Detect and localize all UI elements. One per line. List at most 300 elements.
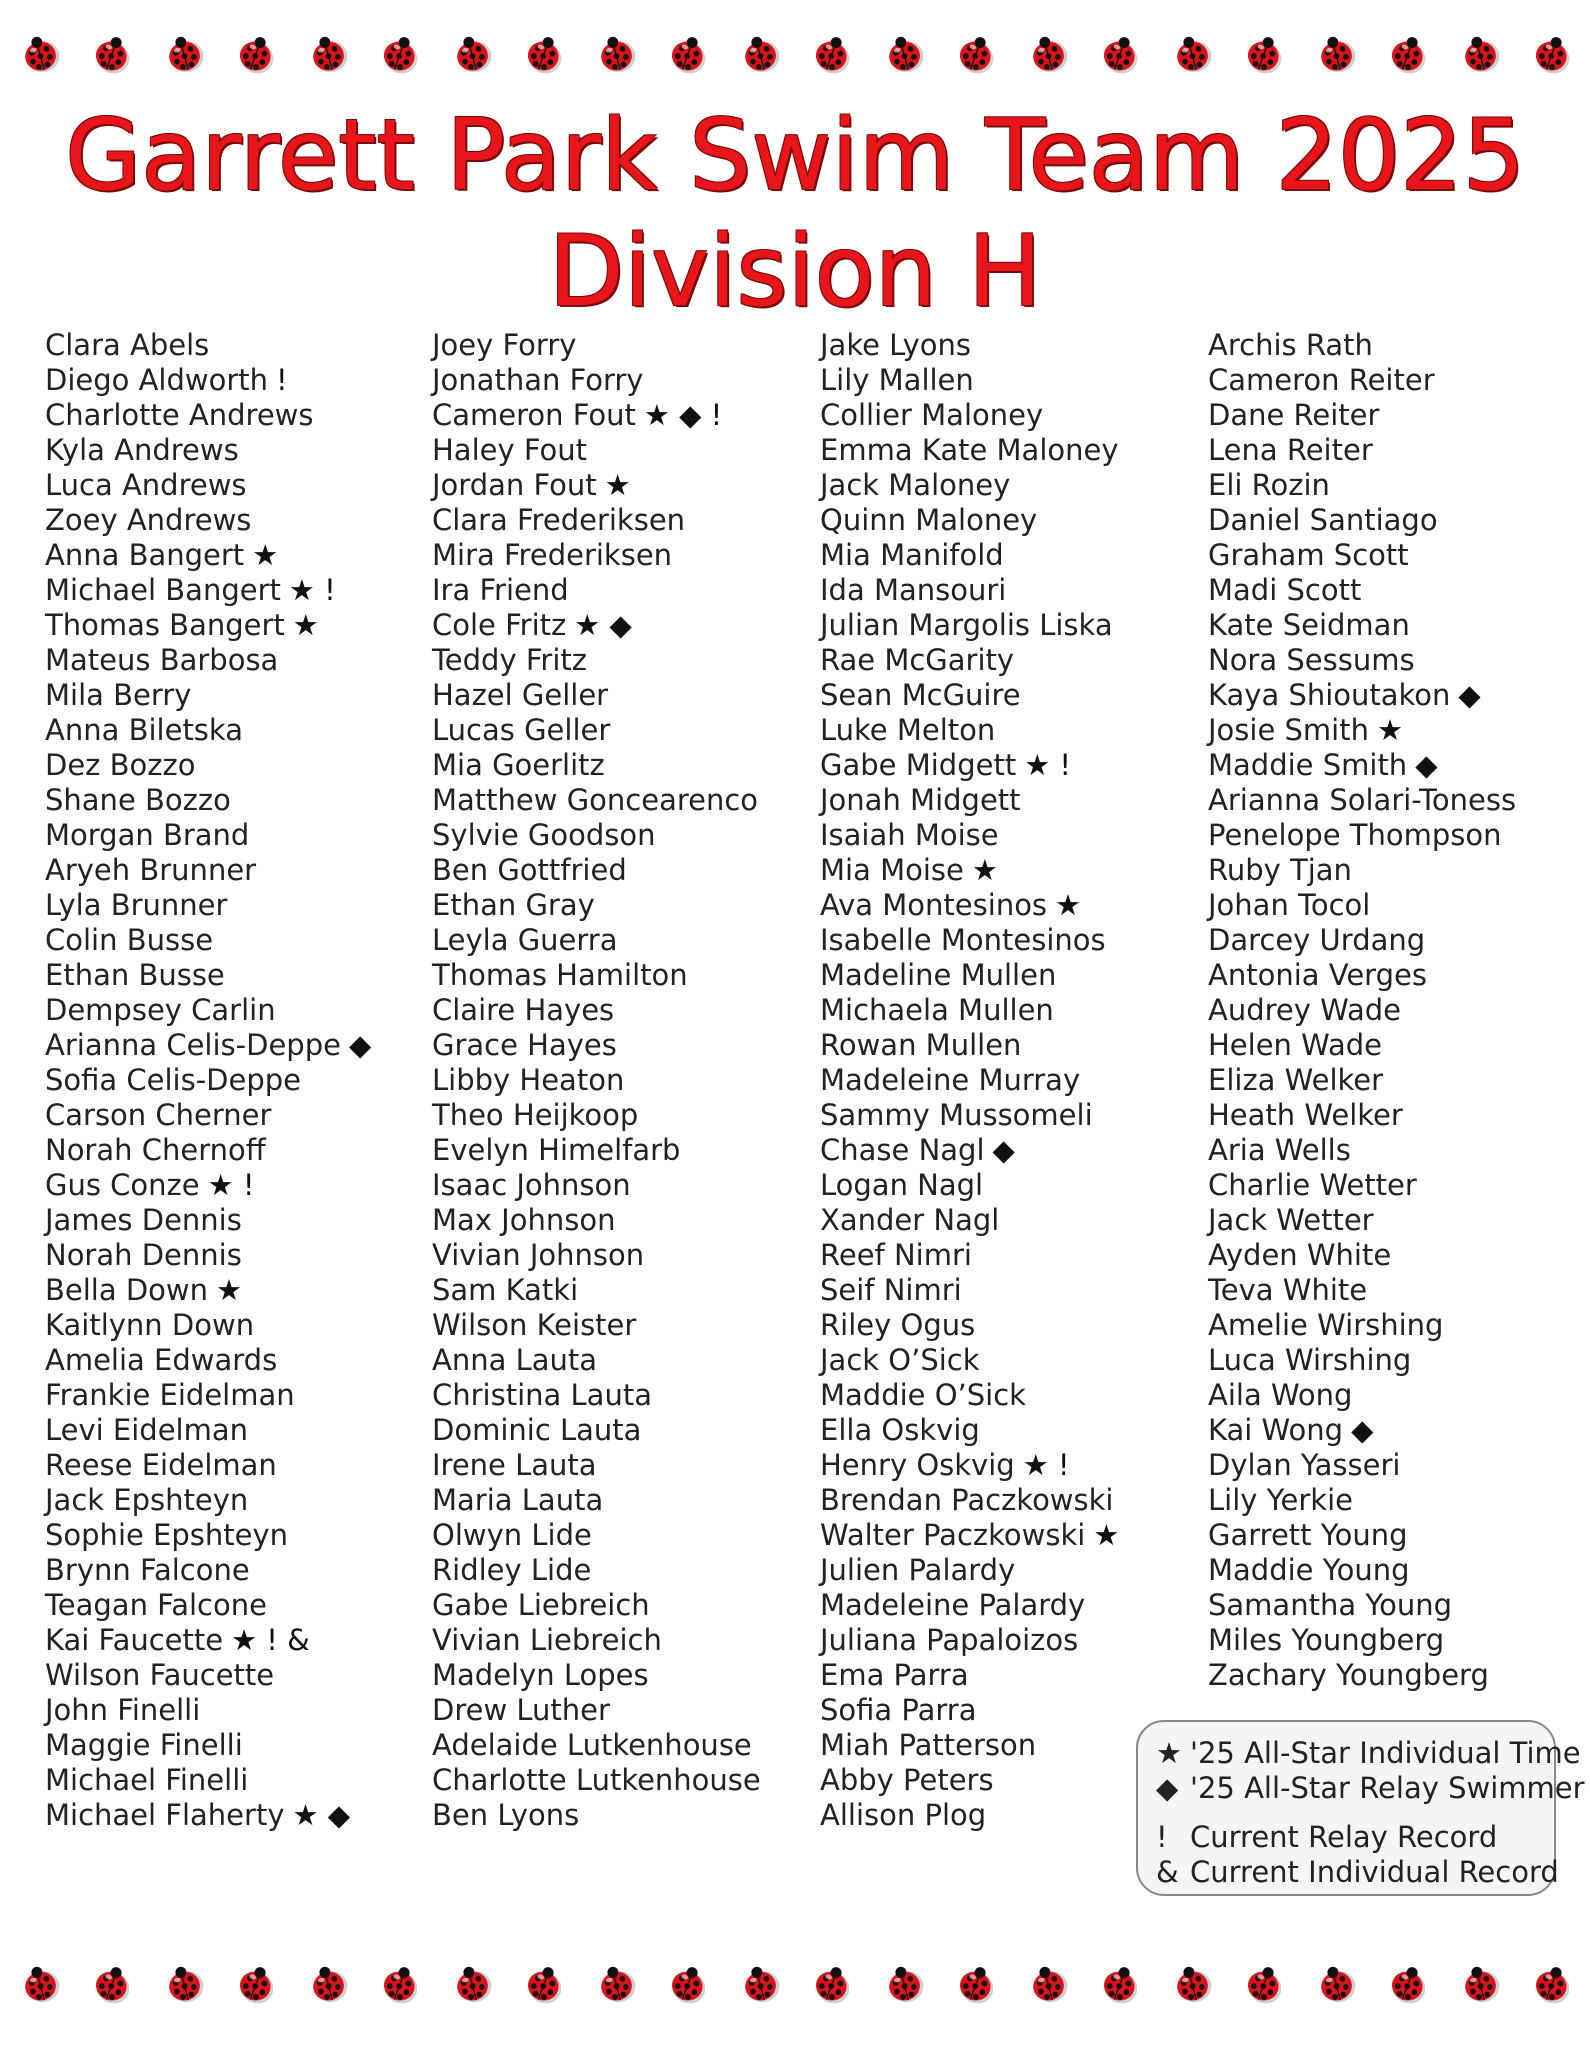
swimmer-name-text: Luca Wirshing bbox=[1208, 1343, 1412, 1377]
swimmer-name-text: Isaiah Moise bbox=[820, 818, 999, 852]
swimmer-marks: ★ ! bbox=[1022, 1448, 1070, 1482]
swimmer-name-text: Grace Hayes bbox=[432, 1028, 617, 1062]
swimmer-name bbox=[820, 573, 1200, 608]
swimmer-name bbox=[820, 643, 1200, 678]
swimmer-name-text: Teva White bbox=[1208, 1273, 1368, 1307]
swimmer-name-text: Ethan Busse bbox=[45, 958, 225, 992]
ladybug-icon bbox=[594, 32, 638, 76]
swimmer-name-text: Nora Sessums bbox=[1208, 643, 1415, 677]
swimmer-name-text: Charlotte Lutkenhouse bbox=[432, 1763, 761, 1797]
swimmer-name-text: Kyla Andrews bbox=[45, 433, 239, 467]
ladybug-icon bbox=[306, 1962, 350, 2006]
swimmer-name bbox=[432, 993, 812, 1028]
swimmer-name-text: Michael Finelli bbox=[45, 1763, 249, 1797]
legend-item-relay-record bbox=[1156, 1820, 1497, 1854]
swimmer-name bbox=[432, 783, 812, 818]
swimmer-name-text: Miah Patterson bbox=[820, 1728, 1037, 1762]
swimmer-name-text: Darcey Urdang bbox=[1208, 923, 1426, 957]
swimmer-name bbox=[45, 1098, 425, 1133]
swimmer-name bbox=[1208, 328, 1588, 363]
swimmer-name bbox=[820, 538, 1200, 573]
ladybug-icon bbox=[18, 1962, 62, 2006]
swimmer-name bbox=[1208, 643, 1588, 678]
ladybug-border-top bbox=[0, 22, 1590, 92]
swimmer-name-text: Matthew Goncearenco bbox=[432, 783, 759, 817]
ladybug-icon bbox=[1314, 1962, 1358, 2006]
swimmer-marks: ★ bbox=[252, 538, 279, 572]
swimmer-name bbox=[1208, 1413, 1588, 1448]
swimmer-name bbox=[1208, 888, 1588, 923]
swimmer-name-text: Ira Friend bbox=[432, 573, 569, 607]
swimmer-name-text: Michaela Mullen bbox=[820, 993, 1054, 1027]
swimmer-marks: ★ bbox=[216, 1273, 243, 1307]
swimmer-name bbox=[1208, 573, 1588, 608]
swimmer-name bbox=[45, 503, 425, 538]
swimmer-name bbox=[1208, 538, 1588, 573]
swimmer-name-text: Jonah Midgett bbox=[820, 783, 1021, 817]
page-title: Garrett Park Swim Team 2025 bbox=[65, 99, 1525, 213]
swimmer-name-text: Jack Epshteyn bbox=[45, 1483, 249, 1517]
swimmer-name bbox=[432, 1798, 812, 1833]
swimmer-name bbox=[820, 1133, 1200, 1168]
swimmer-name bbox=[432, 1448, 812, 1483]
swimmer-name bbox=[820, 818, 1200, 853]
ladybug-icon bbox=[738, 32, 782, 76]
swimmer-name bbox=[432, 1658, 812, 1693]
swimmer-name bbox=[820, 1273, 1200, 1308]
swimmer-name-text: Drew Luther bbox=[432, 1693, 610, 1727]
swimmer-name bbox=[432, 538, 812, 573]
swimmer-name-text: Cameron Fout bbox=[432, 398, 636, 432]
swimmer-name-text: Brendan Paczkowski bbox=[820, 1483, 1114, 1517]
diamond-icon: ◆ bbox=[1156, 1771, 1179, 1805]
swimmer-name-text: Daniel Santiago bbox=[1208, 503, 1438, 537]
swimmer-name bbox=[820, 1098, 1200, 1133]
roster-column-4 bbox=[1208, 328, 1588, 1693]
swimmer-marks: ★ bbox=[1377, 713, 1403, 747]
swimmer-name-text: Teddy Fritz bbox=[432, 643, 587, 677]
swimmer-name bbox=[1208, 713, 1588, 748]
swimmer-name bbox=[432, 1518, 812, 1553]
swimmer-name-text: Luca Andrews bbox=[45, 468, 247, 502]
swimmer-name-text: Wilson Keister bbox=[432, 1308, 637, 1342]
swimmer-name-text: Seif Nimri bbox=[820, 1273, 962, 1307]
swimmer-name bbox=[432, 748, 812, 783]
swimmer-name-text: Madeleine Murray bbox=[820, 1063, 1081, 1097]
swimmer-name-text: Collier Maloney bbox=[820, 398, 1044, 432]
swimmer-name bbox=[1208, 1238, 1588, 1273]
swimmer-name bbox=[820, 1378, 1200, 1413]
swimmer-name-text: Thomas Bangert bbox=[45, 608, 285, 642]
swimmer-name bbox=[432, 1238, 812, 1273]
swimmer-name bbox=[820, 993, 1200, 1028]
swimmer-name bbox=[1208, 1553, 1588, 1588]
swimmer-marks: ! bbox=[276, 363, 288, 397]
swimmer-name-text: Julian Margolis Liska bbox=[820, 608, 1113, 642]
swimmer-name-text: Sammy Mussomeli bbox=[820, 1098, 1093, 1132]
swimmer-marks: ◆ bbox=[1458, 678, 1481, 712]
swimmer-name bbox=[45, 888, 425, 923]
swimmer-name-text: Anna Biletska bbox=[45, 713, 243, 747]
swimmer-marks: ★ ! bbox=[1024, 748, 1072, 782]
swimmer-name-text: Ben Gottfried bbox=[432, 853, 627, 887]
swimmer-name bbox=[432, 608, 812, 643]
swimmer-marks: ◆ bbox=[992, 1133, 1015, 1167]
swimmer-name bbox=[820, 1063, 1200, 1098]
swimmer-name bbox=[45, 573, 425, 608]
ladybug-icon bbox=[1026, 32, 1070, 76]
swimmer-name bbox=[1208, 853, 1588, 888]
swimmer-name-text: Sofia Celis-Deppe bbox=[45, 1063, 302, 1097]
swimmer-name bbox=[45, 538, 425, 573]
swimmer-name-text: Bella Down bbox=[45, 1273, 209, 1307]
legend-label: '25 All-Star Individual Time bbox=[1190, 1736, 1581, 1770]
swimmer-name bbox=[45, 1798, 425, 1833]
swimmer-name-text: Lily Yerkie bbox=[1208, 1483, 1353, 1517]
swimmer-marks: ★ ! bbox=[207, 1168, 255, 1202]
swimmer-name-text: Ridley Lide bbox=[432, 1553, 592, 1587]
swimmer-name bbox=[45, 678, 425, 713]
star-icon: ★ bbox=[1156, 1736, 1182, 1770]
swimmer-name bbox=[432, 1343, 812, 1378]
swimmer-name-text: Michael Flaherty bbox=[45, 1798, 285, 1832]
swimmer-name bbox=[1208, 1098, 1588, 1133]
swimmer-name bbox=[432, 888, 812, 923]
ladybug-icon bbox=[1098, 1962, 1142, 2006]
ladybug-icon bbox=[450, 32, 494, 76]
ladybug-icon bbox=[1170, 1962, 1214, 2006]
ladybug-icon bbox=[162, 32, 206, 76]
swimmer-name bbox=[820, 783, 1200, 818]
swimmer-name bbox=[432, 1308, 812, 1343]
swimmer-name bbox=[45, 1623, 425, 1658]
swimmer-name bbox=[432, 1413, 812, 1448]
swimmer-name-text: Cole Fritz bbox=[432, 608, 567, 642]
swimmer-name-text: Madi Scott bbox=[1208, 573, 1362, 607]
swimmer-name-text: Emma Kate Maloney bbox=[820, 433, 1119, 467]
swimmer-name-text: Lucas Geller bbox=[432, 713, 611, 747]
swimmer-name-text: Dempsey Carlin bbox=[45, 993, 276, 1027]
legend-label: '25 All-Star Relay Swimmer bbox=[1190, 1771, 1585, 1805]
swimmer-name bbox=[432, 1028, 812, 1063]
ladybug-icon bbox=[954, 32, 998, 76]
swimmer-name-text: Xander Nagl bbox=[820, 1203, 1000, 1237]
swimmer-name-text: Teagan Falcone bbox=[45, 1588, 267, 1622]
swimmer-name bbox=[1208, 748, 1588, 783]
legend-item-allstar-individual bbox=[1156, 1736, 1581, 1770]
ladybug-icon bbox=[522, 1962, 566, 2006]
ladybug-icon bbox=[234, 32, 278, 76]
swimmer-name-text: Maddie O’Sick bbox=[820, 1378, 1026, 1412]
swimmer-marks: ◆ bbox=[1351, 1413, 1374, 1447]
swimmer-name-text: Adelaide Lutkenhouse bbox=[432, 1728, 752, 1762]
swimmer-name bbox=[45, 468, 425, 503]
swimmer-name-text: Penelope Thompson bbox=[1208, 818, 1502, 852]
swimmer-name-text: Jack Maloney bbox=[820, 468, 1011, 502]
swimmer-marks: ★ ◆ ! bbox=[643, 398, 723, 432]
swimmer-name-text: Ayden White bbox=[1208, 1238, 1392, 1272]
swimmer-name bbox=[820, 1518, 1200, 1553]
swimmer-name bbox=[432, 643, 812, 678]
swimmer-name bbox=[45, 398, 425, 433]
swimmer-name-text: Jake Lyons bbox=[820, 328, 972, 362]
ladybug-icon bbox=[738, 1962, 782, 2006]
ladybug-icon bbox=[18, 32, 62, 76]
swimmer-name-text: Jonathan Forry bbox=[432, 363, 644, 397]
ladybug-icon bbox=[666, 32, 710, 76]
swimmer-marks: ★ ! bbox=[288, 573, 336, 607]
swimmer-name bbox=[45, 1168, 425, 1203]
swimmer-name bbox=[45, 1763, 425, 1798]
swimmer-name-text: Frankie Eidelman bbox=[45, 1378, 295, 1412]
swimmer-marks: ★ bbox=[604, 468, 631, 502]
swimmer-name-text: Norah Chernoff bbox=[45, 1133, 266, 1167]
swimmer-name bbox=[432, 1168, 812, 1203]
swimmer-name-text: Isaac Johnson bbox=[432, 1168, 631, 1202]
swimmer-name-text: Evelyn Himelfarb bbox=[432, 1133, 681, 1167]
swimmer-name bbox=[1208, 783, 1588, 818]
swimmer-name-text: Zoey Andrews bbox=[45, 503, 252, 537]
ladybug-icon bbox=[90, 1962, 134, 2006]
swimmer-name bbox=[432, 1693, 812, 1728]
swimmer-name bbox=[45, 783, 425, 818]
swimmer-name bbox=[45, 1553, 425, 1588]
swimmer-name bbox=[45, 713, 425, 748]
swimmer-name-text: Jordan Fout bbox=[432, 468, 597, 502]
swimmer-name-text: Maria Lauta bbox=[432, 1483, 604, 1517]
swimmer-name bbox=[820, 713, 1200, 748]
swimmer-name-text: Mia Manifold bbox=[820, 538, 1004, 572]
swimmer-marks: ◆ bbox=[1415, 748, 1438, 782]
swimmer-name-text: Ema Parra bbox=[820, 1658, 969, 1692]
swimmer-name-text: Anna Lauta bbox=[432, 1343, 598, 1377]
swimmer-name-text: Arianna Solari-Toness bbox=[1208, 783, 1517, 817]
swimmer-name bbox=[820, 853, 1200, 888]
swimmer-name bbox=[820, 1168, 1200, 1203]
swimmer-name-text: Ella Oskvig bbox=[820, 1413, 980, 1447]
swimmer-name bbox=[432, 1763, 812, 1798]
swimmer-name-text: Leyla Guerra bbox=[432, 923, 618, 957]
swimmer-name-text: Zachary Youngberg bbox=[1208, 1658, 1489, 1692]
swimmer-name-text: Cameron Reiter bbox=[1208, 363, 1435, 397]
swimmer-name-text: Irene Lauta bbox=[432, 1448, 597, 1482]
swimmer-name-text: Olwyn Lide bbox=[432, 1518, 592, 1552]
swimmer-name bbox=[1208, 468, 1588, 503]
swimmer-name-text: Logan Nagl bbox=[820, 1168, 984, 1202]
swimmer-name bbox=[45, 1273, 425, 1308]
exclamation-icon: ! bbox=[1156, 1820, 1168, 1854]
swimmer-name bbox=[1208, 1378, 1588, 1413]
swimmer-name-text: Helen Wade bbox=[1208, 1028, 1382, 1062]
swimmer-name-text: Audrey Wade bbox=[1208, 993, 1401, 1027]
swimmer-name-text: Claire Hayes bbox=[432, 993, 615, 1027]
swimmer-name-text: Luke Melton bbox=[820, 713, 996, 747]
swimmer-name bbox=[45, 993, 425, 1028]
swimmer-name bbox=[432, 1133, 812, 1168]
swimmer-marks: ★ ◆ bbox=[292, 1798, 351, 1832]
swimmer-name-text: Chase Nagl bbox=[820, 1133, 985, 1167]
swimmer-name bbox=[820, 1343, 1200, 1378]
swimmer-name bbox=[820, 468, 1200, 503]
swimmer-name bbox=[820, 1483, 1200, 1518]
ladybug-icon bbox=[1530, 1962, 1574, 2006]
swimmer-name bbox=[45, 1028, 425, 1063]
swimmer-name-text: Charlie Wetter bbox=[1208, 1168, 1417, 1202]
swimmer-name bbox=[45, 1693, 425, 1728]
ladybug-icon bbox=[1314, 32, 1358, 76]
ladybug-icon bbox=[1026, 1962, 1070, 2006]
swimmer-name-text: Madelyn Lopes bbox=[432, 1658, 649, 1692]
swimmer-name bbox=[1208, 1448, 1588, 1483]
swimmer-name bbox=[1208, 1063, 1588, 1098]
swimmer-name-text: Maddie Young bbox=[1208, 1553, 1410, 1587]
swimmer-name-text: Archis Rath bbox=[1208, 328, 1373, 362]
swimmer-name bbox=[45, 1588, 425, 1623]
swimmer-name bbox=[1208, 363, 1588, 398]
ladybug-icon bbox=[234, 1962, 278, 2006]
swimmer-name bbox=[1208, 993, 1588, 1028]
swimmer-name bbox=[1208, 1483, 1588, 1518]
swimmer-name bbox=[1208, 1308, 1588, 1343]
swimmer-name bbox=[820, 1203, 1200, 1238]
swimmer-name bbox=[45, 1728, 425, 1763]
swimmer-name-text: Jack Wetter bbox=[1208, 1203, 1374, 1237]
swimmer-name-text: Libby Heaton bbox=[432, 1063, 625, 1097]
swimmer-name-text: Mia Moise bbox=[820, 853, 964, 887]
swimmer-name-text: Dane Reiter bbox=[1208, 398, 1380, 432]
ladybug-icon bbox=[306, 32, 350, 76]
swimmer-name bbox=[820, 608, 1200, 643]
swimmer-name bbox=[45, 818, 425, 853]
swimmer-name bbox=[432, 1203, 812, 1238]
swimmer-name-text: Henry Oskvig bbox=[820, 1448, 1015, 1482]
swimmer-name bbox=[820, 328, 1200, 363]
ladybug-icon bbox=[882, 32, 926, 76]
swimmer-name bbox=[45, 1413, 425, 1448]
ladybug-icon bbox=[1386, 32, 1430, 76]
ladybug-icon bbox=[1386, 1962, 1430, 2006]
swimmer-name-text: Haley Fout bbox=[432, 433, 587, 467]
swimmer-name bbox=[45, 1203, 425, 1238]
swimmer-name-text: Miles Youngberg bbox=[1208, 1623, 1445, 1657]
swimmer-name-text: Theo Heijkoop bbox=[432, 1098, 639, 1132]
ladybug-icon bbox=[450, 1962, 494, 2006]
swimmer-name-text: Aria Wells bbox=[1208, 1133, 1351, 1167]
swimmer-name bbox=[432, 1553, 812, 1588]
swimmer-name-text: Anna Bangert bbox=[45, 538, 245, 572]
swimmer-name bbox=[820, 888, 1200, 923]
legend-label: Current Relay Record bbox=[1190, 1820, 1498, 1854]
ladybug-icon bbox=[810, 32, 854, 76]
swimmer-name bbox=[820, 923, 1200, 958]
ladybug-icon bbox=[378, 1962, 422, 2006]
swimmer-name bbox=[1208, 1658, 1588, 1693]
swimmer-name-text: Levi Eidelman bbox=[45, 1413, 249, 1447]
swimmer-name-text: Walter Paczkowski bbox=[820, 1518, 1086, 1552]
swimmer-name-text: Carson Cherner bbox=[45, 1098, 272, 1132]
swimmer-name-text: Reese Eidelman bbox=[45, 1448, 277, 1482]
swimmer-name bbox=[820, 1028, 1200, 1063]
swimmer-name bbox=[820, 748, 1200, 783]
swimmer-name-text: Johan Tocol bbox=[1208, 888, 1371, 922]
swimmer-name-text: Shane Bozzo bbox=[45, 783, 231, 817]
swimmer-name-text: Christina Lauta bbox=[432, 1378, 652, 1412]
swimmer-name-text: Lyla Brunner bbox=[45, 888, 228, 922]
swimmer-name bbox=[820, 503, 1200, 538]
swimmer-name bbox=[820, 398, 1200, 433]
swimmer-name bbox=[1208, 1203, 1588, 1238]
swimmer-name bbox=[820, 363, 1200, 398]
swimmer-name-text: Samantha Young bbox=[1208, 1588, 1453, 1622]
swimmer-name bbox=[1208, 433, 1588, 468]
swimmer-name-text: Kai Wong bbox=[1208, 1413, 1344, 1447]
swimmer-name bbox=[820, 1623, 1200, 1658]
swimmer-name-text: Kate Seidman bbox=[1208, 608, 1410, 642]
ladybug-icon bbox=[162, 1962, 206, 2006]
swimmer-name bbox=[432, 1588, 812, 1623]
swimmer-name bbox=[45, 363, 425, 398]
swimmer-name-text: Lena Reiter bbox=[1208, 433, 1373, 467]
swimmer-name-text: Joey Forry bbox=[432, 328, 577, 362]
ladybug-icon bbox=[666, 1962, 710, 2006]
swimmer-name-text: Maddie Smith bbox=[1208, 748, 1408, 782]
swimmer-marks: ★ bbox=[971, 853, 998, 887]
page-subtitle: Division H bbox=[548, 215, 1042, 329]
ladybug-icon bbox=[1458, 32, 1502, 76]
swimmer-name bbox=[1208, 1588, 1588, 1623]
swimmer-name bbox=[1208, 398, 1588, 433]
swimmer-name-text: Ben Lyons bbox=[432, 1798, 580, 1832]
swimmer-name bbox=[45, 1483, 425, 1518]
swimmer-name bbox=[45, 1133, 425, 1168]
swimmer-name-text: Arianna Celis-Deppe bbox=[45, 1028, 341, 1062]
swimmer-name bbox=[45, 433, 425, 468]
swimmer-name-text: Aryeh Brunner bbox=[45, 853, 257, 887]
swimmer-name bbox=[432, 958, 812, 993]
swimmer-name bbox=[432, 678, 812, 713]
swimmer-name-text: Lily Mallen bbox=[820, 363, 974, 397]
swimmer-name-text: Clara Frederiksen bbox=[432, 503, 686, 537]
swimmer-marks: ★ ◆ bbox=[574, 608, 632, 642]
swimmer-name-text: Dominic Lauta bbox=[432, 1413, 642, 1447]
swimmer-name-text: Ethan Gray bbox=[432, 888, 595, 922]
swimmer-name bbox=[45, 1378, 425, 1413]
ladybug-icon bbox=[90, 32, 134, 76]
swimmer-name bbox=[1208, 958, 1588, 993]
swimmer-name-text: Gabe Liebreich bbox=[432, 1588, 650, 1622]
legend-box bbox=[1136, 1720, 1585, 1896]
swimmer-name-text: Dez Bozzo bbox=[45, 748, 196, 782]
swimmer-name bbox=[45, 1448, 425, 1483]
swimmer-name bbox=[432, 1273, 812, 1308]
swimmer-name-text: Antonia Verges bbox=[1208, 958, 1427, 992]
swimmer-name-text: James Dennis bbox=[45, 1203, 242, 1237]
swimmer-name-text: Vivian Liebreich bbox=[432, 1623, 662, 1657]
swimmer-name-text: Sam Katki bbox=[432, 1273, 579, 1307]
swimmer-name bbox=[432, 1483, 812, 1518]
swimmer-name-text: Diego Aldworth bbox=[45, 363, 269, 397]
swimmer-name bbox=[45, 328, 425, 363]
swimmer-name bbox=[820, 1413, 1200, 1448]
ladybug-icon bbox=[1242, 32, 1286, 76]
swimmer-name-text: Allison Plog bbox=[820, 1798, 987, 1832]
ladybug-icon bbox=[1242, 1962, 1286, 2006]
swimmer-name bbox=[820, 1658, 1200, 1693]
swimmer-marks: ★ ! & bbox=[231, 1623, 310, 1657]
swimmer-name bbox=[1208, 1273, 1588, 1308]
swimmer-name bbox=[432, 573, 812, 608]
swimmer-name bbox=[45, 1063, 425, 1098]
